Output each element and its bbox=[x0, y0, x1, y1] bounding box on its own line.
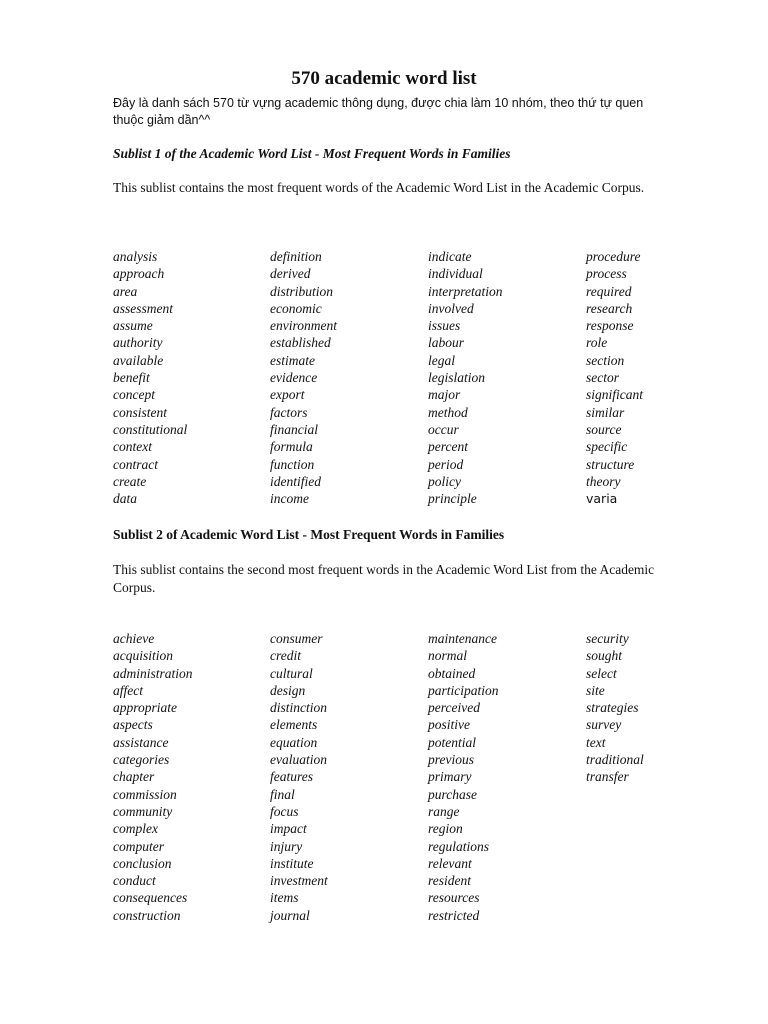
word-item: section bbox=[586, 352, 625, 368]
word-item: legal bbox=[428, 352, 455, 368]
word-item: export bbox=[270, 387, 305, 403]
word-item: affect bbox=[113, 682, 143, 698]
word-item: impact bbox=[270, 821, 307, 837]
word-item: contract bbox=[113, 456, 158, 472]
word-item: constitutional bbox=[113, 421, 188, 437]
page-title: 570 academic word list bbox=[291, 68, 477, 89]
word-item: site bbox=[586, 682, 605, 698]
word-item: injury bbox=[270, 838, 303, 854]
word-item: income bbox=[270, 491, 309, 507]
word-item: acquisition bbox=[113, 648, 173, 664]
word-item: period bbox=[428, 456, 464, 472]
word-item: strategies bbox=[586, 700, 639, 716]
sublist-1-heading: Sublist 1 of the Academic Word List - Most Frequent Words in Families bbox=[113, 146, 511, 161]
word-item: construction bbox=[113, 907, 181, 923]
word-item: previous bbox=[428, 752, 474, 768]
word-column bbox=[270, 248, 420, 507]
word-item: legislation bbox=[428, 370, 485, 386]
word-item: method bbox=[428, 404, 468, 420]
word-item: perceived bbox=[428, 700, 480, 716]
word-item: final bbox=[270, 786, 295, 802]
word-item: resident bbox=[428, 873, 471, 889]
word-item: region bbox=[428, 821, 463, 837]
word-item: data bbox=[113, 491, 138, 507]
word-item: investment bbox=[270, 873, 328, 889]
word-column bbox=[428, 248, 578, 507]
word-item: required bbox=[586, 283, 632, 299]
word-item: regulations bbox=[428, 838, 490, 854]
word-item: individual bbox=[428, 266, 483, 282]
word-item: participation bbox=[428, 682, 499, 698]
word-item: function bbox=[270, 456, 315, 472]
word-item: economic bbox=[270, 300, 322, 316]
word-item: positive bbox=[428, 717, 470, 733]
word-column bbox=[113, 630, 263, 924]
word-item: aspects bbox=[113, 717, 153, 733]
word-item: conclusion bbox=[113, 855, 172, 871]
word-item: features bbox=[270, 769, 313, 785]
word-item: complex bbox=[113, 821, 158, 837]
word-item: financial bbox=[270, 421, 318, 437]
word-item: range bbox=[428, 803, 460, 819]
word-item: conduct bbox=[113, 873, 156, 889]
word-item: purchase bbox=[428, 786, 477, 802]
word-item: evaluation bbox=[270, 752, 327, 768]
sublist-2-heading: Sublist 2 of Academic Word List - Most Frequent Words in Families bbox=[113, 527, 505, 542]
word-item: credit bbox=[270, 648, 301, 664]
word-item: analysis bbox=[113, 249, 158, 264]
word-item: resources bbox=[428, 890, 480, 906]
word-item: theory bbox=[586, 473, 621, 489]
word-item: focus bbox=[270, 803, 299, 819]
word-column bbox=[586, 248, 736, 507]
word-item: procedure bbox=[586, 249, 641, 264]
word-item: achieve bbox=[113, 631, 155, 646]
word-item: chapter bbox=[113, 769, 155, 785]
word-item: select bbox=[586, 665, 617, 681]
word-item: administration bbox=[113, 665, 193, 681]
word-item: available bbox=[113, 352, 164, 368]
word-item: distinction bbox=[270, 700, 327, 716]
word-item: institute bbox=[270, 855, 314, 871]
word-item: distribution bbox=[270, 283, 334, 299]
word-item: source bbox=[586, 421, 622, 437]
word-item: consistent bbox=[113, 404, 167, 420]
word-item: potential bbox=[428, 734, 476, 750]
word-item: varia bbox=[586, 491, 618, 507]
word-column bbox=[113, 248, 263, 507]
word-item: community bbox=[113, 803, 173, 819]
word-item: major bbox=[428, 387, 461, 403]
word-item: established bbox=[270, 335, 331, 351]
sublist-1-description: This sublist contains the most frequent words of the Academic Word List in the Academic Corpus. bbox=[113, 180, 645, 195]
word-item: significant bbox=[586, 387, 643, 403]
word-item: elements bbox=[270, 717, 318, 733]
word-item: equation bbox=[270, 734, 318, 750]
word-item: relevant bbox=[428, 855, 472, 871]
word-item: interpretation bbox=[428, 283, 503, 299]
word-item: obtained bbox=[428, 665, 476, 681]
word-item: formula bbox=[270, 439, 313, 455]
word-column bbox=[428, 630, 578, 924]
word-item: consumer bbox=[270, 631, 323, 646]
word-item: assessment bbox=[113, 300, 173, 316]
word-item: assistance bbox=[113, 734, 169, 750]
word-item: structure bbox=[586, 456, 635, 472]
word-item: normal bbox=[428, 648, 468, 664]
word-item: role bbox=[586, 335, 608, 351]
word-item: specific bbox=[586, 439, 628, 455]
sublist-2-description: This sublist contains the second most frequent words in the Academic Word List from the Academic Corpus. bbox=[113, 562, 655, 595]
word-item: traditional bbox=[586, 752, 644, 768]
word-item: assume bbox=[113, 318, 153, 334]
word-item: journal bbox=[270, 907, 310, 923]
word-item: sector bbox=[586, 370, 619, 386]
word-item: benefit bbox=[113, 370, 150, 386]
word-item: commission bbox=[113, 786, 177, 802]
word-item: concept bbox=[113, 387, 155, 403]
word-item: involved bbox=[428, 300, 474, 316]
word-item: process bbox=[586, 266, 627, 282]
word-item: security bbox=[586, 631, 629, 646]
word-item: create bbox=[113, 473, 147, 489]
word-column bbox=[586, 630, 736, 786]
word-item: evidence bbox=[270, 370, 318, 386]
word-item: labour bbox=[428, 335, 465, 351]
word-item: environment bbox=[270, 318, 337, 334]
word-item: response bbox=[586, 318, 634, 334]
word-item: estimate bbox=[270, 352, 315, 368]
intro-text: Đây là danh sách 570 từ vựng academic thông dụng, được chia làm 10 nhóm, theo thứ tự quen thuộc giảm dần^^ bbox=[113, 96, 644, 127]
word-item: definition bbox=[270, 249, 322, 264]
word-column bbox=[270, 630, 420, 924]
word-item: identified bbox=[270, 473, 321, 489]
word-item: items bbox=[270, 890, 299, 906]
word-item: similar bbox=[586, 404, 625, 420]
word-item: maintenance bbox=[428, 631, 497, 646]
word-item: categories bbox=[113, 752, 170, 768]
word-item: cultural bbox=[270, 665, 313, 681]
word-item: consequences bbox=[113, 890, 188, 906]
word-item: policy bbox=[428, 473, 461, 489]
word-item: factors bbox=[270, 404, 308, 420]
word-item: occur bbox=[428, 421, 459, 437]
word-item: context bbox=[113, 439, 152, 455]
word-item: area bbox=[113, 283, 138, 299]
word-item: primary bbox=[428, 769, 472, 785]
word-item: issues bbox=[428, 318, 461, 334]
word-item: research bbox=[586, 300, 633, 316]
word-item: approach bbox=[113, 266, 165, 282]
word-item: principle bbox=[428, 491, 477, 507]
word-item: percent bbox=[428, 439, 468, 455]
word-item: sought bbox=[586, 648, 623, 664]
word-item: design bbox=[270, 682, 306, 698]
word-item: indicate bbox=[428, 249, 472, 264]
word-item: survey bbox=[586, 717, 622, 733]
word-item: authority bbox=[113, 335, 163, 351]
word-item: restricted bbox=[428, 907, 480, 923]
word-item: appropriate bbox=[113, 700, 177, 716]
word-item: transfer bbox=[586, 769, 629, 785]
word-item: derived bbox=[270, 266, 311, 282]
word-item: computer bbox=[113, 838, 164, 854]
word-item: text bbox=[586, 734, 606, 750]
